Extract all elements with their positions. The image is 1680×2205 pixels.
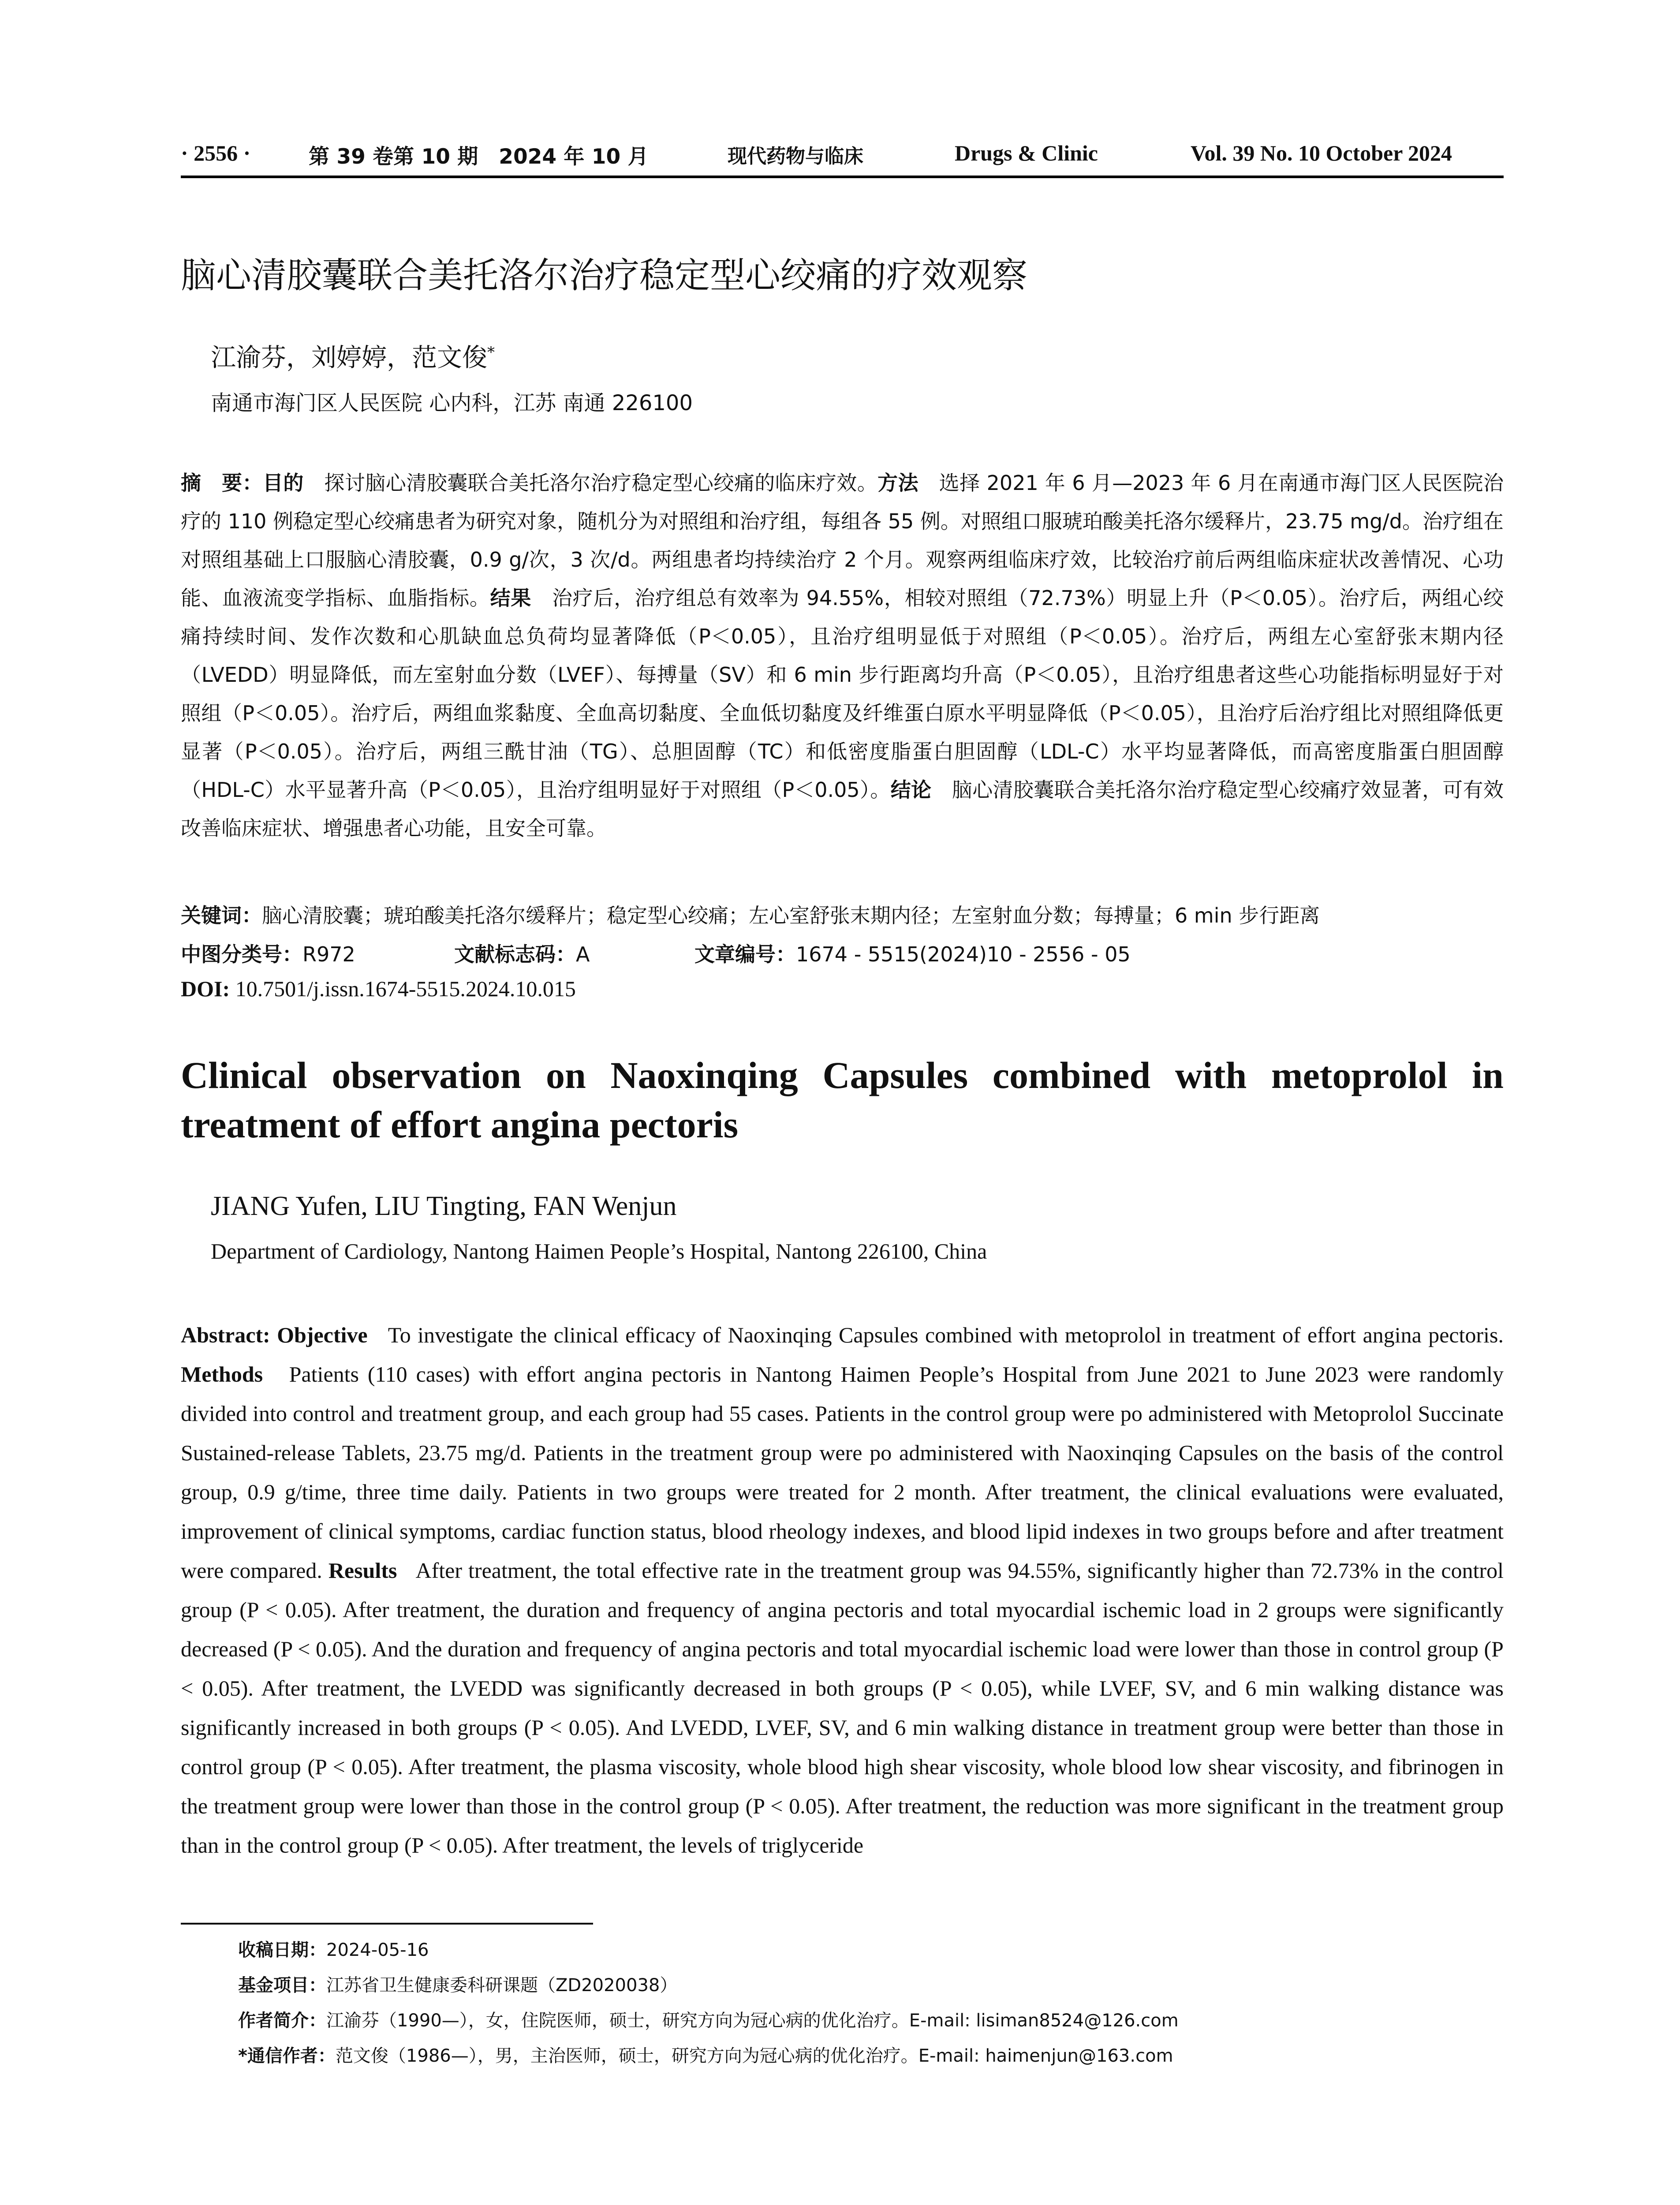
methods-text-cn: 选择 2021 年 6 月—2023 年 6 月在南通市海门区人民医院治疗的 110 例稳定型心绞痛患者为研究对象，随机分为对照组和治疗组，每组各 55 例。对照组口服琥珀酸美托洛尔缓释片，23.75 mg/d。治疗组在对照组基础上口服脑心清胶囊，0.9 g/次，3 次/d。两组患者均持续治疗 2 个月。观察两组临床疗效，比较治疗前后两组临床症状改善情况、心功能、血液流变学指标、血脂指标。 [181, 471, 1504, 610]
keywords-cn [181, 900, 1320, 929]
footnote-corresponding [238, 2042, 1504, 2067]
results-text-cn: 治疗后，治疗组总有效率为 94.55%，相较对照组（72.73%）明显上升（P＜0.05）。治疗后，两组心绞痛持续时间、发作次数和心肌缺血总负荷均显著降低（P＜0.05），且治疗组明显低于对照组（P＜0.05）。治疗后，两组左心室舒张末期内径（LVEDD）明显降低，而左室射血分数（LVEF）、每搏量（SV）和 6 min 步行距离均升高（P＜0.05），且治疗组患者这些心功能指标明显好于对照组（P＜0.05）。治疗后，两组血浆黏度、全血高切黏度、全血低切黏度及纤维蛋白原水平明显降低（P＜0.05），且治疗后治疗组比对照组降低更显著（P＜0.05）。治疗后，两组三酰甘油（TG）、总胆固醇（TC）和低密度脂蛋白胆固醇（LDL-C）水平均显著降低，而高密度脂蛋白胆固醇（HDL-C）水平显著升高（P＜0.05），且治疗组明显好于对照组（P＜0.05）。 [181, 586, 1504, 802]
journal-name-cn: 现代药物与临床 [728, 145, 863, 168]
corresponding-mark: * [487, 344, 495, 361]
corresponding-label: *通信作者： [238, 2046, 336, 2066]
abstract-en-label: Abstract: [181, 1323, 270, 1347]
classification-line [181, 938, 1504, 965]
abstract-cn-label: 摘 要： [181, 471, 263, 495]
received-label: 收稿日期： [238, 1940, 326, 1960]
header-rule [181, 176, 1504, 178]
authors-cn-names: 江渝芬，刘婷婷，范文俊 [211, 343, 487, 372]
affiliation-en: Department of Cardiology, Nantong Haimen People’s Hospital, Nantong 226100, China [211, 1239, 987, 1263]
running-header [181, 140, 1504, 176]
results-label-en: Results [328, 1558, 397, 1583]
article-no-item [694, 938, 1131, 968]
issue-en: Vol. 39 No. 10 October 2024 [1191, 141, 1452, 165]
abstract-en [181, 1316, 1504, 1865]
journal-name-en: Drugs & Clinic [955, 141, 1098, 165]
article-no-label: 文章编号： [694, 942, 796, 966]
fund-label: 基金项目： [238, 1975, 326, 1996]
article-title-en: Clinical observation on Naoxinqing Capsules combined with metoprolol in treatment of effort angina pectoris [181, 1054, 1504, 1146]
keywords-text: 脑心清胶囊；琥珀酸美托洛尔缓释片；稳定型心绞痛；左心室舒张末期内径；左室射血分数；每搏量；6 min 步行距离 [262, 904, 1320, 927]
results-text-en: After treatment, the total effective rate in the treatment group was 94.55%, significantly higher than 72.73% in the control group (P < 0.05). After treatment, the duration and frequency of angina pectoris and total myocardial ischemic load in 2 groups were significantly decreased (P < 0.05). And the duration and frequency of angina pectoris and total myocardial ischemic load were lower than those in control group (P < 0.05). After treatment, the LVEDD was significantly decreased in both groups (P < 0.05), while LVEF, SV, and 6 min walking distance was significantly increased in both groups (P < 0.05). And LVEDD, LVEF, SV, and 6 min walking distance in treatment group were better than those in control group (P < 0.05). After treatment, the plasma viscosity, whole blood high shear viscosity, whole blood low shear viscosity, and fibrinogen in the treatment group were lower than those in the control group (P < 0.05). After treatment, the reduction was more significant in the treatment group than in the control group (P < 0.05). After treatment, the levels of triglyceride [181, 1558, 1504, 1857]
footnote-rule [181, 1923, 593, 1925]
doc-code-value: A [576, 942, 590, 966]
doc-code-item [454, 938, 590, 968]
methods-text-en: Patients (110 cases) with effort angina pectoris in Nantong Haimen People’s Hospital from June 2021 to June 2023 were randomly divided into control and treatment group, and each group had 55 cases. Patients in the control group were po administered with Metoprolol Succinate Sustained-release Tablets, 23.75 mg/d. Patients in the treatment group were po administered with Naoxinqing Capsules on the basis of the control group, 0.9 g/time, three time daily. Patients in two groups were treated for 2 month. After treatment, the clinical evaluations were evaluated, improvement of clinical symptoms, cardiac function status, blood rheology indexes, and blood lipid indexes in two groups before and after treatment were compared. [181, 1362, 1504, 1583]
author-bio-label: 作者简介： [238, 2011, 326, 2031]
authors-cn [211, 337, 495, 374]
received-date: 2024-05-16 [326, 1940, 429, 1960]
conclusion-label-cn: 结论 [890, 778, 932, 802]
doc-code-label: 文献标志码： [454, 942, 576, 966]
methods-label-cn: 方法 [877, 471, 919, 495]
clc-item [181, 938, 355, 968]
objective-label-en: Objective [277, 1323, 368, 1347]
keywords-label: 关键词： [181, 904, 262, 927]
affiliation-cn: 南通市海门区人民医院 心内科，江苏 南通 226100 [211, 391, 693, 415]
footnote-fund [238, 1971, 1504, 1996]
abstract-cn [181, 464, 1504, 848]
doi-label: DOI: [181, 976, 230, 1001]
conclusion-text-cn: 脑心清胶囊联合美托洛尔治疗稳定型心绞痛疗效显著，可有效改善临床症状、增强患者心功能，且安全可靠。 [181, 778, 1504, 840]
author-bio-text: 江渝芬（1990—），女，住院医师，硕士，研究方向为冠心病的优化治疗。E-mail: lisiman8524@126.com [326, 2011, 1179, 2031]
doi-value: 10.7501/j.issn.1674-5515.2024.10.015 [235, 976, 576, 1001]
issue-cn: 第 39 卷第 10 期 2024 年 10 月 [309, 145, 649, 169]
objective-text-en: To investigate the clinical efficacy of Naoxinqing Capsules combined with metoprolol in treatment of effort angina pectoris. [388, 1323, 1504, 1347]
article-title-cn: 脑心清胶囊联合美托洛尔治疗稳定型心绞痛的疗效观察 [181, 255, 1027, 296]
objective-text-cn: 探讨脑心清胶囊联合美托洛尔治疗稳定型心绞痛的临床疗效。 [324, 471, 878, 495]
authors-en: JIANG Yufen, LIU Tingting, FAN Wenjun [211, 1191, 677, 1221]
doi-line [181, 976, 576, 1002]
results-label-cn: 结果 [490, 586, 532, 610]
corresponding-text: 范文俊（1986—），男，主治医师，硕士，研究方向为冠心病的优化治疗。E-mail: haimenjun@163.com [335, 2046, 1173, 2066]
article-no-value: 1674 - 5515(2024)10 - 2556 - 05 [796, 942, 1131, 966]
footnote-author [238, 2007, 1504, 2032]
footnote-received [238, 1936, 1504, 1961]
page-number: · 2556 · [181, 141, 251, 165]
fund-text: 江苏省卫生健康委科研课题（ZD2020038） [326, 1975, 678, 1996]
clc-value: R972 [302, 942, 355, 966]
clc-label: 中图分类号： [181, 942, 302, 966]
objective-label-cn: 目的 [262, 471, 304, 495]
methods-label-en: Methods [181, 1362, 263, 1387]
